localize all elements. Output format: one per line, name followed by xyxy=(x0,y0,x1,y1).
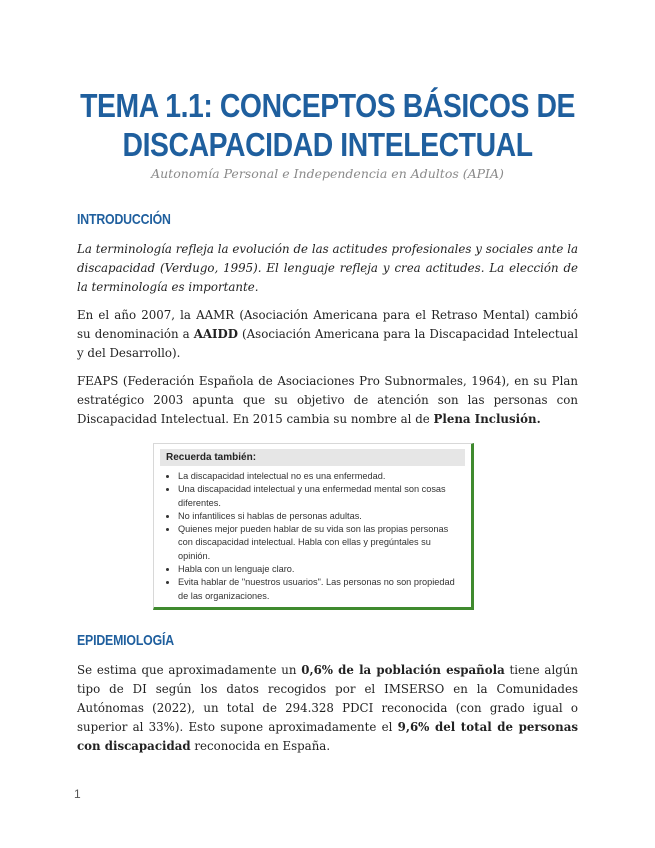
plena-inclusion-bold: Plena Inclusión. xyxy=(433,412,541,426)
epi-bold-total: 9,6% del total de personas con discapacidad xyxy=(77,719,578,753)
reminder-item: • Habla con un lenguaje claro. xyxy=(178,563,465,576)
aaidd-paragraph xyxy=(77,306,578,363)
reminder-item: • Quienes mejor pueden hablar de su vida son las propias personas con discapacidad intelectual. Habla con ellas y pregúntales su opinión. xyxy=(178,523,465,563)
reminder-box-heading: Recuerda también: xyxy=(160,449,465,466)
epi-text-e: reconocida en España. xyxy=(190,738,331,753)
aaidd-text-b: (Asociación Americana para la Discapacidad Intelectual y del Desarrollo). xyxy=(77,327,578,360)
reminder-box xyxy=(153,443,474,610)
intro-quote-paragraph: La terminología refleja la evolución de las actitudes profesionales y sociales ante la discapacidad (Verdugo, 1995). El lenguaje refleja y crea actitudes. La elección de la terminología es importante. xyxy=(77,242,578,294)
title-line-2: DISCAPACIDAD INTELECTUAL xyxy=(122,126,533,163)
feaps-text-a: FEAPS (Federación Española de Asociaciones Pro Subnormales, 1964), en su Plan estratégico 2003 apunta que su objetivo de atención son las personas con Discapacidad Intelectual. En 2015 cambia su nombre al de xyxy=(77,374,578,426)
reminder-list xyxy=(160,470,465,603)
title-line-1: TEMA 1.1: CONCEPTOS BÁSICOS DE xyxy=(80,87,575,124)
page-number: 1 xyxy=(74,787,81,801)
section-heading-introduccion: INTRODUCCIÓN xyxy=(77,211,171,228)
epi-bold-percent: 0,6% de la población española xyxy=(301,662,505,677)
reminder-box-frame xyxy=(153,443,474,610)
epi-text-c: tiene algún tipo de DI según los datos recogidos por el IMSERSO en la Comunidades Autónomas (2022), un total de 294.328 PDCI reconocida (con grado igual o superior al 33%). Esto supone aproximadamente el xyxy=(77,662,578,734)
document-page xyxy=(77,86,578,756)
epi-text-a: Se estima que aproximadamente un xyxy=(77,662,302,677)
section-heading-epidemiologia: EPIDEMIOLOGÍA xyxy=(77,631,174,649)
aaidd-bold: AAIDD xyxy=(193,327,239,341)
feaps-paragraph xyxy=(77,372,578,429)
document-title xyxy=(78,86,578,164)
reminder-item: • La discapacidad intelectual no es una enfermedad. xyxy=(178,470,465,483)
epidemiology-paragraph xyxy=(77,661,578,756)
reminder-item: • Una discapacidad intelectual y una enfermedad mental son cosas diferentes. xyxy=(178,483,465,510)
document-subtitle: Autonomía Personal e Independencia en Adultos (APIA) xyxy=(151,166,504,181)
reminder-item: • No infantilices si hablas de personas adultas. xyxy=(178,510,465,523)
reminder-item: • Evita hablar de "nuestros usuarios". Las personas no son propiedad de las organizaciones. xyxy=(178,576,465,603)
aaidd-text-a: En el año 2007, la AAMR (Asociación Americana para el Retraso Mental) cambió su denominación a xyxy=(77,308,578,341)
